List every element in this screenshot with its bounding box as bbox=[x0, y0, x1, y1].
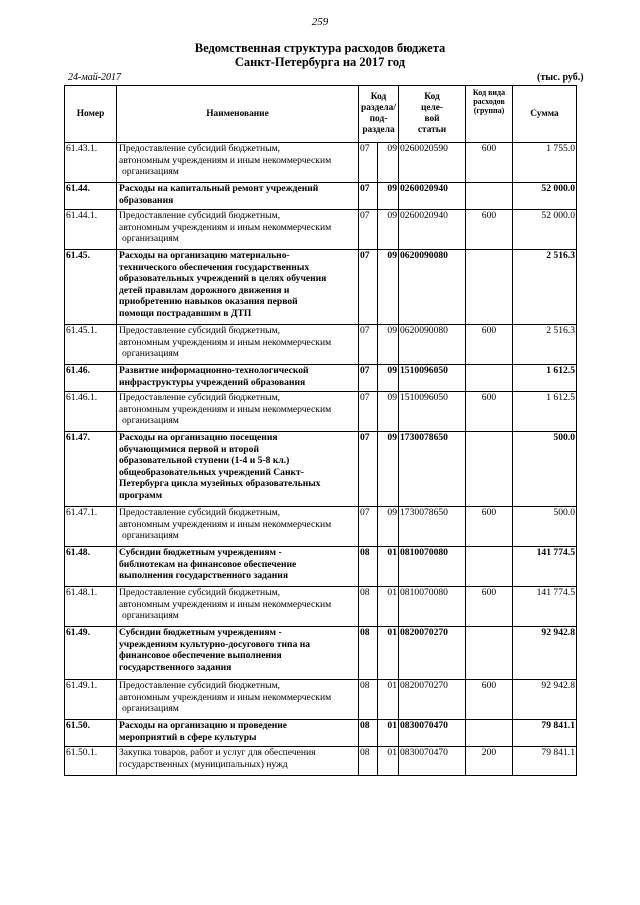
row-expense-type: 600 bbox=[466, 587, 513, 627]
row-subsection: 09 bbox=[378, 432, 399, 507]
row-name bbox=[117, 627, 359, 680]
row-expense-type bbox=[466, 183, 513, 210]
table-row bbox=[65, 183, 577, 210]
row-subsection: 09 bbox=[378, 210, 399, 250]
row-target-code: 1730078650 bbox=[399, 507, 466, 547]
row-subsection: 09 bbox=[378, 183, 399, 210]
row-expense-type: 600 bbox=[466, 143, 513, 183]
table-row bbox=[65, 507, 577, 547]
row-name-line: образовательных учреждений в целях обучения bbox=[119, 273, 327, 284]
table-row bbox=[65, 210, 577, 250]
row-name-line: финансовое обеспечение выполнения bbox=[119, 650, 282, 661]
row-name-line: инфраструктуры учреждений образования bbox=[119, 376, 306, 388]
row-name-line: организациям bbox=[122, 348, 179, 359]
row-name-line: Предоставление субсидий бюджетным, bbox=[119, 587, 281, 598]
row-sum: 141 774.5 bbox=[513, 547, 577, 587]
row-number: 61.44. bbox=[65, 183, 117, 210]
row-name-line: Субсидии бюджетным учреждениям - bbox=[119, 627, 282, 638]
row-subsection: 09 bbox=[378, 392, 399, 432]
row-name bbox=[117, 392, 359, 432]
row-section: 08 bbox=[359, 627, 378, 680]
row-name-line: организациям bbox=[122, 703, 179, 714]
row-name-line: Предоставление субсидий бюджетным, bbox=[119, 325, 281, 336]
row-number: 61.43.1. bbox=[65, 143, 117, 183]
row-name-line: организациям bbox=[122, 166, 179, 177]
row-section: 08 bbox=[359, 720, 378, 747]
table-row bbox=[65, 680, 577, 720]
row-name-line: Развитие информационно-технологической bbox=[119, 365, 309, 376]
row-name bbox=[117, 183, 359, 210]
table-row bbox=[65, 720, 577, 747]
row-expense-type bbox=[466, 627, 513, 680]
row-name-line: программ bbox=[119, 489, 163, 501]
row-number: 61.49.1. bbox=[65, 680, 117, 720]
row-subsection: 01 bbox=[378, 680, 399, 720]
row-name-line: мероприятий в сфере культуры bbox=[119, 731, 257, 743]
row-sum: 2 516.3 bbox=[513, 325, 577, 365]
row-target-code: 0810070080 bbox=[399, 587, 466, 627]
row-name-line: автономным учреждениям и иным некоммерческим bbox=[119, 154, 332, 166]
row-name-line: учреждениям культурно-досугового типа на bbox=[119, 638, 311, 650]
row-target-code: 0260020940 bbox=[399, 183, 466, 210]
title-line-1: Ведомственная структура расходов бюджета bbox=[194, 41, 446, 55]
row-sum: 141 774.5 bbox=[513, 587, 577, 627]
row-target-code: 0810070080 bbox=[399, 547, 466, 587]
row-target-code: 0820070270 bbox=[399, 680, 466, 720]
row-target-code: 0820070270 bbox=[399, 627, 466, 680]
row-name-line: приобретению навыков оказания первой bbox=[119, 296, 298, 307]
row-expense-type: 600 bbox=[466, 507, 513, 547]
row-name-line: организациям bbox=[122, 233, 179, 244]
header-target: Код целе- вой статьи bbox=[399, 86, 466, 143]
row-name bbox=[117, 547, 359, 587]
row-sum: 52 000.0 bbox=[513, 210, 577, 250]
row-name-line: автономным учреждениям и иным некоммерческим bbox=[119, 336, 332, 348]
row-section: 08 bbox=[359, 547, 378, 587]
row-target-code: 1730078650 bbox=[399, 432, 466, 507]
row-number: 61.45. bbox=[65, 250, 117, 325]
row-subsection: 09 bbox=[378, 143, 399, 183]
row-target-code: 0830070470 bbox=[399, 747, 466, 776]
row-name-line: государственных (муниципальных) нужд bbox=[119, 758, 288, 770]
row-name-line: Расходы на организацию посещения bbox=[119, 432, 278, 443]
row-name bbox=[117, 250, 359, 325]
row-subsection: 09 bbox=[378, 507, 399, 547]
row-section: 08 bbox=[359, 680, 378, 720]
row-name-line: организациям bbox=[122, 415, 179, 426]
row-number: 61.48. bbox=[65, 547, 117, 587]
row-sum: 500.0 bbox=[513, 507, 577, 547]
row-section: 07 bbox=[359, 210, 378, 250]
table-row bbox=[65, 325, 577, 365]
row-number: 61.45.1. bbox=[65, 325, 117, 365]
table-row bbox=[65, 365, 577, 392]
row-name-line: Расходы на капитальный ремонт учреждений bbox=[119, 183, 319, 194]
row-name-line: государственного задания bbox=[119, 661, 232, 673]
row-number: 61.48.1. bbox=[65, 587, 117, 627]
row-name-line: Предоставление субсидий бюджетным, bbox=[119, 680, 281, 691]
row-name-line: Расходы на организацию и проведение bbox=[119, 720, 288, 731]
title-line-2: Санкт-Петербурга на 2017 год bbox=[234, 55, 406, 69]
page-number: 259 bbox=[311, 16, 329, 28]
row-expense-type bbox=[466, 547, 513, 587]
row-name bbox=[117, 680, 359, 720]
table-row bbox=[65, 250, 577, 325]
row-name bbox=[117, 143, 359, 183]
row-number: 61.46.1. bbox=[65, 392, 117, 432]
row-name-line: автономным учреждениям и иным некоммерческим bbox=[119, 518, 332, 530]
row-subsection: 09 bbox=[378, 325, 399, 365]
row-target-code: 1510096050 bbox=[399, 365, 466, 392]
row-subsection: 01 bbox=[378, 547, 399, 587]
header-sum: Сумма bbox=[513, 86, 577, 143]
row-name bbox=[117, 365, 359, 392]
row-subsection: 01 bbox=[378, 720, 399, 747]
row-expense-type: 600 bbox=[466, 392, 513, 432]
row-name-line: Расходы на организацию материально- bbox=[119, 250, 290, 261]
row-subsection: 09 bbox=[378, 250, 399, 325]
row-name-line: технического обеспечения государственных bbox=[119, 261, 310, 273]
row-name bbox=[117, 720, 359, 747]
table-row bbox=[65, 587, 577, 627]
row-sum: 79 841.1 bbox=[513, 747, 577, 776]
row-expense-type: 600 bbox=[466, 210, 513, 250]
row-number: 61.50. bbox=[65, 720, 117, 747]
table-row bbox=[65, 627, 577, 680]
row-section: 07 bbox=[359, 392, 378, 432]
row-section: 07 bbox=[359, 365, 378, 392]
row-name-line: Закупка товаров, работ и услуг для обеспечения bbox=[119, 747, 316, 758]
row-sum: 1 612.5 bbox=[513, 392, 577, 432]
row-section: 08 bbox=[359, 587, 378, 627]
document-title bbox=[0, 41, 640, 69]
budget-table bbox=[64, 85, 577, 776]
row-expense-type bbox=[466, 432, 513, 507]
row-target-code: 0620090080 bbox=[399, 250, 466, 325]
row-section: 07 bbox=[359, 250, 378, 325]
row-name-line: Субсидии бюджетным учреждениям - bbox=[119, 547, 282, 558]
row-number: 61.44.1. bbox=[65, 210, 117, 250]
table-row bbox=[65, 547, 577, 587]
table-row bbox=[65, 392, 577, 432]
row-expense-type: 600 bbox=[466, 325, 513, 365]
row-name-line: Предоставление субсидий бюджетным, bbox=[119, 210, 281, 221]
row-number: 61.47.1. bbox=[65, 507, 117, 547]
row-target-code: 0260020940 bbox=[399, 210, 466, 250]
row-name-line: образования bbox=[119, 194, 174, 206]
table-row bbox=[65, 747, 577, 776]
row-sum: 92 942.8 bbox=[513, 627, 577, 680]
row-number: 61.46. bbox=[65, 365, 117, 392]
row-section: 08 bbox=[359, 747, 378, 776]
row-name-line: организациям bbox=[122, 610, 179, 621]
row-name-line: Предоставление субсидий бюджетным, bbox=[119, 143, 281, 154]
row-name bbox=[117, 747, 359, 776]
header-section: Код раздела/ под- раздела bbox=[359, 86, 399, 143]
row-name bbox=[117, 587, 359, 627]
row-name-line: Предоставление субсидий бюджетным, bbox=[119, 507, 281, 518]
row-sum: 52 000.0 bbox=[513, 183, 577, 210]
row-name bbox=[117, 210, 359, 250]
header-expense-type: Код вида расходов (группа) bbox=[466, 86, 513, 143]
row-expense-type bbox=[466, 365, 513, 392]
row-name bbox=[117, 507, 359, 547]
report-date: 24-май-2017 bbox=[68, 72, 122, 83]
row-name bbox=[117, 325, 359, 365]
row-target-code: 0830070470 bbox=[399, 720, 466, 747]
row-name-line: выполнения государственного задания bbox=[119, 570, 289, 581]
row-name-line: библиотекам на финансовое обеспечение bbox=[119, 558, 297, 570]
row-number: 61.50.1. bbox=[65, 747, 117, 776]
header-name: Наименование bbox=[117, 86, 359, 143]
units-label: (тыс. руб.) bbox=[537, 72, 584, 83]
row-section: 07 bbox=[359, 183, 378, 210]
row-section: 07 bbox=[359, 143, 378, 183]
row-name-line: помощи пострадавшим в ДТП bbox=[119, 307, 252, 319]
row-name bbox=[117, 432, 359, 507]
row-sum: 500.0 bbox=[513, 432, 577, 507]
row-subsection: 01 bbox=[378, 587, 399, 627]
row-section: 07 bbox=[359, 432, 378, 507]
row-expense-type bbox=[466, 720, 513, 747]
row-sum: 2 516.3 bbox=[513, 250, 577, 325]
row-name-line: детей правилам дорожного движения и bbox=[119, 284, 290, 296]
row-name-line: обучающимися первой и второй bbox=[119, 443, 259, 455]
table-header-row bbox=[65, 86, 577, 143]
row-name-line: автономным учреждениям и иным некоммерческим bbox=[119, 403, 332, 415]
row-name-line: организациям bbox=[122, 530, 179, 541]
row-name-line: Предоставление субсидий бюджетным, bbox=[119, 392, 281, 403]
row-target-code: 1510096050 bbox=[399, 392, 466, 432]
row-sum: 79 841.1 bbox=[513, 720, 577, 747]
row-expense-type: 200 bbox=[466, 747, 513, 776]
row-subsection: 01 bbox=[378, 747, 399, 776]
row-target-code: 0260020590 bbox=[399, 143, 466, 183]
row-name-line: общеобразовательных учреждений Санкт- bbox=[119, 466, 304, 478]
row-target-code: 0620090080 bbox=[399, 325, 466, 365]
row-section: 07 bbox=[359, 507, 378, 547]
row-number: 61.49. bbox=[65, 627, 117, 680]
row-sum: 92 942.8 bbox=[513, 680, 577, 720]
row-number: 61.47. bbox=[65, 432, 117, 507]
table-row bbox=[65, 432, 577, 507]
row-sum: 1 755.0 bbox=[513, 143, 577, 183]
row-sum: 1 612.5 bbox=[513, 365, 577, 392]
row-subsection: 01 bbox=[378, 627, 399, 680]
row-name-line: автономным учреждениям и иным некоммерческим bbox=[119, 691, 332, 703]
row-name-line: автономным учреждениям и иным некоммерческим bbox=[119, 221, 332, 233]
row-expense-type: 600 bbox=[466, 680, 513, 720]
row-name-line: Петербурга цикла музейных образовательных bbox=[119, 478, 321, 489]
row-expense-type bbox=[466, 250, 513, 325]
row-name-line: автономным учреждениям и иным некоммерческим bbox=[119, 598, 332, 610]
row-section: 07 bbox=[359, 325, 378, 365]
table-row bbox=[65, 143, 577, 183]
row-name-line: образовательной ступени (1-4 и 5-8 кл.) bbox=[119, 455, 290, 466]
header-number: Номер bbox=[65, 86, 117, 143]
row-subsection: 09 bbox=[378, 365, 399, 392]
